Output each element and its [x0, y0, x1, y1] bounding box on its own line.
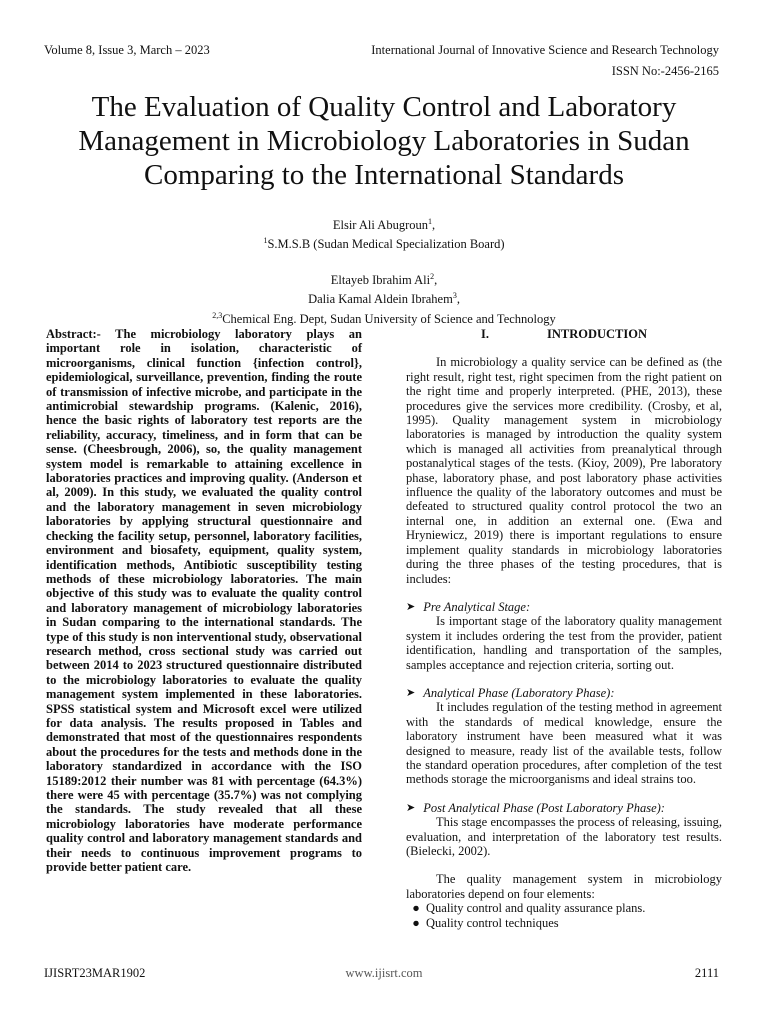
affiliation-1: $^1$S.M.S.B (Sudan Medical Specialization Board): [263, 236, 505, 252]
affiliation-2-3: $^{2,3}$Chemical Eng. Dept, Sudan University of Science and Technology: [212, 310, 556, 326]
section-number: I.: [480, 327, 489, 341]
section-title: INTRODUCTION: [546, 327, 647, 341]
list-item: ● Quality control techniques: [406, 916, 722, 930]
phase-text-analytical: It includes regulation of the testing method in agreement with the standards of medical knowledge, ensure the laboratory instrument have been measured what it was designed to measure, ready list of the available tests, follow the standard operation procedures, after completion of the test methods storage the microorganisms and ideal strains too.: [406, 700, 722, 787]
title-line: Management in Microbiology Laboratories in Sudan: [78, 125, 690, 157]
title-line: Comparing to the International Standards: [143, 159, 624, 191]
qms-elements-list: [406, 901, 722, 930]
page-number: 2111: [694, 966, 719, 980]
paper-code: IJISRT23MAR1902: [44, 966, 146, 980]
phase-heading-pre-analytical: ➤ Pre Analytical Stage:: [406, 599, 531, 614]
intro-paragraph: In microbiology a quality service can be defined as (the right result, right test, right specimen from the right patient on the right time and properly interpreted. (PHE, 2013), these procedures give the services more credibility. (Crosby, et al, 1995). Quality management system in microbiology laboratories is managed by introduction the quality system which is managed all activities from preanalytical through postanalytical stages of the tests. (Kioy, 2009), Pre laboratory phase, laboratory phase, and post laboratory phase activities influence the quality of the laboratory outcomes and must be defeated to structured quality control protocol the two an internal one, in addition an external one. (Ewa and Hryniewicz, 2019) there is important regulations to ensure implement quality standards in microbiology laboratories during the three phases of the testing procedures, that is includes:: [406, 355, 722, 586]
qms-paragraph: The quality management system in microbiology laboratories depend on four elements:: [406, 872, 722, 901]
paper-title: [30, 90, 738, 192]
phase-text-pre-analytical: Is important stage of the laboratory quality management system it includes ordering the test from the provider, patient identification, handling and transportation of the samples, samples acceptance and rejection criteria, sorting out.: [406, 614, 722, 672]
abstract-paragraph: [46, 327, 362, 874]
author-2: Eltayeb Ibrahim Ali$^2$,: [330, 272, 438, 288]
author-1: Elsir Ali Abugroun$^1$,: [332, 217, 436, 233]
section-heading: [406, 327, 722, 341]
journal-name: International Journal of Innovative Science and Research Technology: [371, 43, 719, 57]
arrow-bullet-icon: ➤: [406, 600, 416, 613]
phase-heading-analytical: ➤ Analytical Phase (Laboratory Phase):: [406, 685, 615, 700]
abstract-section: [46, 327, 362, 874]
journal-volume: Volume 8, Issue 3, March – 2023: [44, 43, 210, 57]
abstract-label: Abstract: [46, 327, 93, 341]
abstract-text: :- The microbiology laboratory plays an important role in isolation, characteristic of microorganisms, clinical function {infection control}, epidemiological, surveillance, prevention, finding the route of transmission of infective microbe, and participate in the antimicrobial stewardship programs. (Kalenic, 2016), hence the basic rights of laboratory test reports are the reliability, accuracy, timeliness, and in form that can be sense. (Cheesbrough, 2006), so, the quality management system model is remarkable to attaining excellence in laboratories practices and improving quality. (Anderson et al, 2009). In this study, we evaluated the quality control and the laboratory management in seven microbiology laboratories by applying structural questionnaire and checking the facility setup, personnel, laboratory facilities, environment and biosafety, equipment, quality system, identification methods, Antibiotic susceptibility testing methods of these microbiology laboratories. The main objective of this study was to evaluate the quality control and laboratory management of microbiology laboratories in Sudan comparing to the international standards. The type of this study is non interventional study, observational research method, cross sectional study was carried out between 2014 to 2023 structured questionnaire distributed to the microbiology laboratories to evaluate the quality management system implemented in these laboratories. SPSS statistical system and Microsoft excel were utilized for data analysis. The results proposed in Tables and demonstrated that most of the questionnaires respondents about the procedures for the tests and methods done in the laboratory standardized in accordance with the ISO 15189:2012 their number was 81 with percentage (64.3%) there were 45 with percentage (35.7%) was not complying the standards. The study revealed that all these microbiology laboratories have moderate performance quality control and laboratory management standards and their needs to continuous improvement programs to provide better patient care.: [46, 327, 362, 875]
phase-text-post-analytical: This stage encompasses the process of releasing, issuing, evaluation, and interpretation of the laboratory test results. (Bielecki, 2002).: [406, 815, 722, 858]
phase-heading-post-analytical: ➤ Post Analytical Phase (Post Laboratory Phase):: [406, 800, 665, 815]
author-block: [0, 214, 768, 327]
author-3: Dalia Kamal Aldein Ibrahem$^3$,: [308, 291, 460, 307]
introduction-section: [406, 327, 722, 930]
bullet-icon: ●: [412, 915, 420, 930]
title-line: The Evaluation of Quality Control and Laboratory: [91, 91, 677, 123]
arrow-bullet-icon: ➤: [406, 686, 416, 699]
journal-issn: ISSN No:-2456-2165: [611, 64, 719, 78]
bullet-icon: ●: [412, 901, 420, 916]
list-item: ● Quality control and quality assurance plans.: [406, 901, 722, 915]
journal-url-link[interactable]: www.ijisrt.com: [345, 966, 423, 980]
arrow-bullet-icon: ➤: [406, 801, 416, 814]
